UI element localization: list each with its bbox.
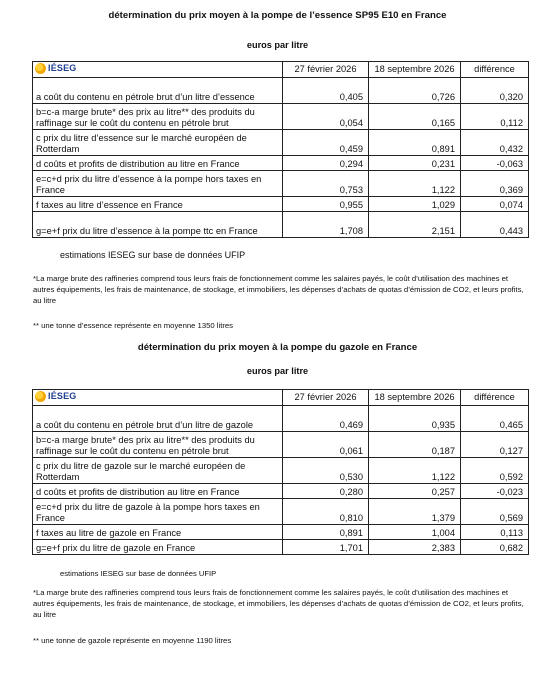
row-label: b=c-a marge brute* des prix au litre** des produits du raffinage sur le coût du contenu en pétrole brut <box>33 431 283 457</box>
row-label: g=e+f prix du litre d’essence à la pompe ttc en France <box>33 211 283 237</box>
petrol-footnote-tonne: ** une tonne d’essence représente en moyenne 1350 litres <box>33 321 234 330</box>
table-row <box>33 539 529 554</box>
table-row <box>33 129 529 155</box>
cell-value-difference: 0,465 <box>461 405 529 431</box>
cell-value-date1: 1,701 <box>283 539 369 554</box>
cell-value-difference: 0,369 <box>461 170 529 196</box>
diesel-footnote-tonne: ** une tonne de gazole représente en moyenne 1190 litres <box>33 636 232 645</box>
logo-cell <box>33 62 283 78</box>
cell-value-date2: 0,257 <box>369 483 461 498</box>
cell-value-date2: 2,383 <box>369 539 461 554</box>
diesel-source-note: estimations IESEG sur base de données UFIP <box>60 569 217 578</box>
cell-value-date1: 0,294 <box>283 155 369 170</box>
table-row <box>33 524 529 539</box>
cell-value-date2: 1,122 <box>369 170 461 196</box>
row-label: c prix du litre de gazole sur le marché européen de Rotterdam <box>33 457 283 483</box>
diesel-table-unit: euros par litre <box>246 366 309 376</box>
row-label: d coûts et profits de distribution au litre en France <box>33 155 283 170</box>
ieseg-logo <box>35 390 77 402</box>
cell-value-date1: 0,810 <box>283 498 369 524</box>
table-row <box>33 77 529 103</box>
cell-value-difference: 0,443 <box>461 211 529 237</box>
cell-value-date1: 0,753 <box>283 170 369 196</box>
table-row <box>33 170 529 196</box>
cell-value-date1: 0,405 <box>283 77 369 103</box>
cell-value-difference: 0,127 <box>461 431 529 457</box>
cell-value-date1: 0,469 <box>283 405 369 431</box>
cell-value-date2: 1,122 <box>369 457 461 483</box>
cell-value-date1: 0,891 <box>283 524 369 539</box>
cell-value-date1: 0,280 <box>283 483 369 498</box>
table-row <box>33 155 529 170</box>
cell-value-difference: 0,682 <box>461 539 529 554</box>
diesel-footnote-margin: *La marge brute des raffineries comprend tous leurs frais de fonctionnement comme les salaires payés, le coût d’utilisation des machines et autres équipements, les frais de maintenance, de stockage, et immobiliers, les dépenses d’achats de quotas d’émission de CO2, et leurs profits, au litre <box>33 588 524 619</box>
cell-value-date2: 0,726 <box>369 77 461 103</box>
row-label: g=e+f prix du litre de gazole en France <box>33 539 283 554</box>
cell-value-date2: 1,029 <box>369 196 461 211</box>
petrol-footnote-margin: *La marge brute des raffineries comprend tous leurs frais de fonctionnement comme les salaires payés, le coût d’utilisation des machines et autres équipements, les frais de maintenance, de stockage, et immobiliers, les dépenses d’achats de quotas d’émission de CO2, et leurs profits, au litre <box>33 274 524 305</box>
logo-text: IÉSEG <box>48 390 77 401</box>
row-label: e=c+d prix du litre de gazole à la pompe hors taxes en France <box>33 498 283 524</box>
sun-logo-icon <box>35 63 46 74</box>
cell-value-difference: -0,063 <box>461 155 529 170</box>
table-header-row <box>33 62 529 78</box>
row-label: f taxes au litre d’essence en France <box>33 196 283 211</box>
cell-value-date1: 0,955 <box>283 196 369 211</box>
diesel-table-title: détermination du prix moyen à la pompe du gazole en France <box>137 342 418 353</box>
cell-value-date1: 0,530 <box>283 457 369 483</box>
cell-value-difference: 0,320 <box>461 77 529 103</box>
logo-cell <box>33 390 283 406</box>
table-row <box>33 498 529 524</box>
diesel-price-table <box>32 389 529 555</box>
row-label: d coûts et profits de distribution au litre en France <box>33 483 283 498</box>
table-row <box>33 483 529 498</box>
cell-value-date2: 0,187 <box>369 431 461 457</box>
row-label: e=c+d prix du litre d’essence à la pompe hors taxes en France <box>33 170 283 196</box>
cell-value-date1: 0,459 <box>283 129 369 155</box>
petrol-source-note: estimations IESEG sur base de données UFIP <box>60 250 246 260</box>
column-header-date1: 27 février 2026 <box>283 390 369 406</box>
cell-value-difference: 0,074 <box>461 196 529 211</box>
table-row <box>33 457 529 483</box>
logo-text: IÉSEG <box>48 62 77 73</box>
row-label: a coût du contenu en pétrole brut d’un litre de gazole <box>33 405 283 431</box>
cell-value-date1: 0,061 <box>283 431 369 457</box>
column-header-date2: 18 septembre 2026 <box>369 62 461 78</box>
row-label: a coût du contenu en pétrole brut d’un litre d’essence <box>33 77 283 103</box>
row-label: c prix du litre d’essence sur le marché européen de Rotterdam <box>33 129 283 155</box>
table-row <box>33 405 529 431</box>
table-row <box>33 211 529 237</box>
cell-value-difference: 0,592 <box>461 457 529 483</box>
cell-value-date2: 1,379 <box>369 498 461 524</box>
cell-value-date1: 0,054 <box>283 103 369 129</box>
cell-value-date2: 0,165 <box>369 103 461 129</box>
cell-value-date2: 1,004 <box>369 524 461 539</box>
column-header-date2: 18 septembre 2026 <box>369 390 461 406</box>
petrol-price-table <box>32 61 529 238</box>
column-header-difference: différence <box>461 62 529 78</box>
table-header-row <box>33 390 529 406</box>
row-label: b=c-a marge brute* des prix au litre** des produits du raffinage sur le coût du contenu en pétrole brut <box>33 103 283 129</box>
table-row <box>33 431 529 457</box>
cell-value-date2: 2,151 <box>369 211 461 237</box>
ieseg-logo <box>35 62 77 74</box>
cell-value-difference: 0,113 <box>461 524 529 539</box>
table-row <box>33 103 529 129</box>
cell-value-difference: 0,569 <box>461 498 529 524</box>
petrol-table-unit: euros par litre <box>246 40 309 50</box>
cell-value-date2: 0,231 <box>369 155 461 170</box>
cell-value-date2: 0,935 <box>369 405 461 431</box>
cell-value-difference: 0,432 <box>461 129 529 155</box>
sun-logo-icon <box>35 391 46 402</box>
cell-value-date2: 0,891 <box>369 129 461 155</box>
petrol-table-title: détermination du prix moyen à la pompe de l’essence SP95 E10 en France <box>108 10 447 21</box>
column-header-difference: différence <box>461 390 529 406</box>
row-label: f taxes au litre de gazole en France <box>33 524 283 539</box>
cell-value-date1: 1,708 <box>283 211 369 237</box>
cell-value-difference: -0,023 <box>461 483 529 498</box>
cell-value-difference: 0,112 <box>461 103 529 129</box>
table-row <box>33 196 529 211</box>
column-header-date1: 27 février 2026 <box>283 62 369 78</box>
